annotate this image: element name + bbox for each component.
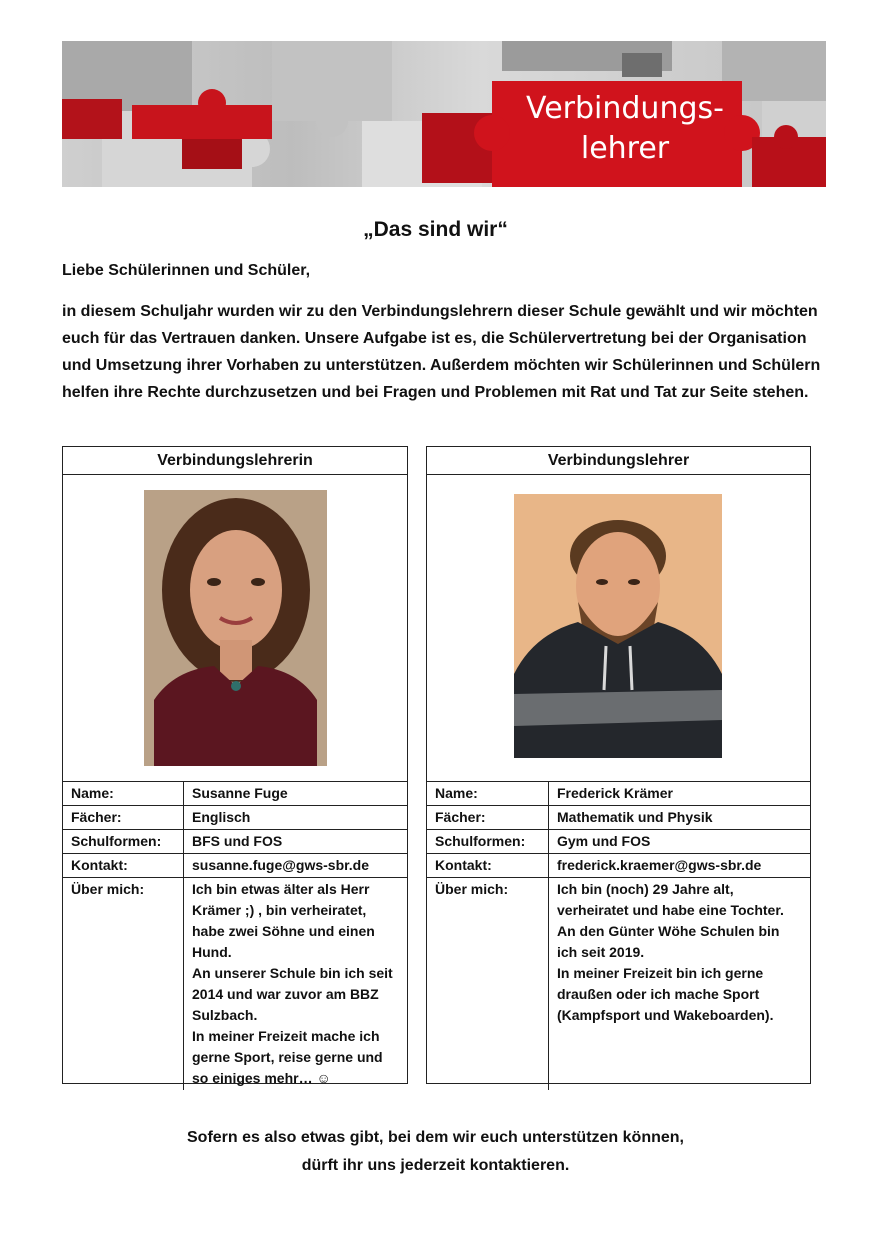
row-about [63, 878, 407, 1090]
header-banner [62, 41, 826, 187]
email-link[interactable]: frederick.kraemer@gws-sbr.de [557, 857, 762, 873]
label-name: Name: [427, 782, 549, 805]
row-subjects [427, 806, 810, 830]
card-heading: Verbindungslehrer [427, 447, 810, 475]
value-school-types: Gym und FOS [557, 833, 651, 849]
photo-cell [63, 475, 407, 782]
teacher-photo [514, 494, 722, 758]
banner-title [510, 89, 740, 169]
value-subjects: Mathematik und Physik [557, 809, 713, 825]
row-name [427, 782, 810, 806]
teacher-photo [144, 490, 327, 766]
closing-text [0, 1124, 871, 1180]
label-about: Über mich: [63, 878, 184, 1090]
row-subjects [63, 806, 407, 830]
label-contact: Kontakt: [427, 854, 549, 877]
label-name: Name: [63, 782, 184, 805]
row-about [427, 878, 810, 1090]
closing-line-2: dürft ihr uns jederzeit kontaktieren. [301, 1157, 570, 1174]
banner-title-line-2: lehrer [580, 131, 670, 166]
value-subjects: Englisch [192, 809, 251, 825]
value-about: Ich bin etwas älter als Herr Krämer ;) , bin verheiratet, habe zwei Söhne und einen Hund. An unserer Schule bin ich seit 2014 und war zuvor am BBZ Sulzbach. In meiner Freizeit mache ich gerne Sport, reise gerne und so einiges mehr… ☺ [192, 881, 393, 1086]
value-name: Frederick Krämer [557, 785, 673, 801]
row-school-types [427, 830, 810, 854]
value-school-types: BFS und FOS [192, 833, 283, 849]
label-about: Über mich: [427, 878, 549, 1090]
row-contact [427, 854, 810, 878]
value-about: Ich bin (noch) 29 Jahre alt, verheiratet und habe eine Tochter. An den Günter Wöhe Schulen bin ich seit 2019. In meiner Freizeit bin ich gerne draußen oder ich mache Sport (Kampfsport und Wakeboarden). [557, 881, 784, 1023]
teacher-card-male [426, 446, 811, 1084]
label-subjects: Fächer: [63, 806, 184, 829]
card-heading: Verbindungslehrerin [63, 447, 407, 475]
label-subjects: Fächer: [427, 806, 549, 829]
banner-title-line-1: Verbindungs- [526, 91, 724, 126]
value-name: Susanne Fuge [192, 785, 288, 801]
row-school-types [63, 830, 407, 854]
label-school-types: Schulformen: [427, 830, 549, 853]
label-contact: Kontakt: [63, 854, 184, 877]
teacher-card-female [62, 446, 408, 1084]
page-title: „Das sind wir“ [363, 218, 508, 241]
intro-paragraph: in diesem Schuljahr wurden wir zu den Verbindungslehrern dieser Schule gewählt und wir möchten euch für das Vertrauen danken. Unsere Aufgabe ist es, die Schülervertretung bei der Organisation und Umsetzung ihrer Vorhaben zu unterstützen. Außerdem möchten wir Schülerinnen und Schülern helfen ihre Rechte durchzusetzen und bei Fragen und Problemen mit Rat und Tat zur Seite stehen. [62, 303, 821, 401]
photo-cell [427, 475, 810, 782]
greeting: Liebe Schülerinnen und Schüler, [62, 262, 311, 279]
closing-line-1: Sofern es also etwas gibt, bei dem wir euch unterstützen können, [187, 1129, 684, 1146]
email-link[interactable]: susanne.fuge@gws-sbr.de [192, 857, 370, 873]
row-name [63, 782, 407, 806]
row-contact [63, 854, 407, 878]
label-school-types: Schulformen: [63, 830, 184, 853]
